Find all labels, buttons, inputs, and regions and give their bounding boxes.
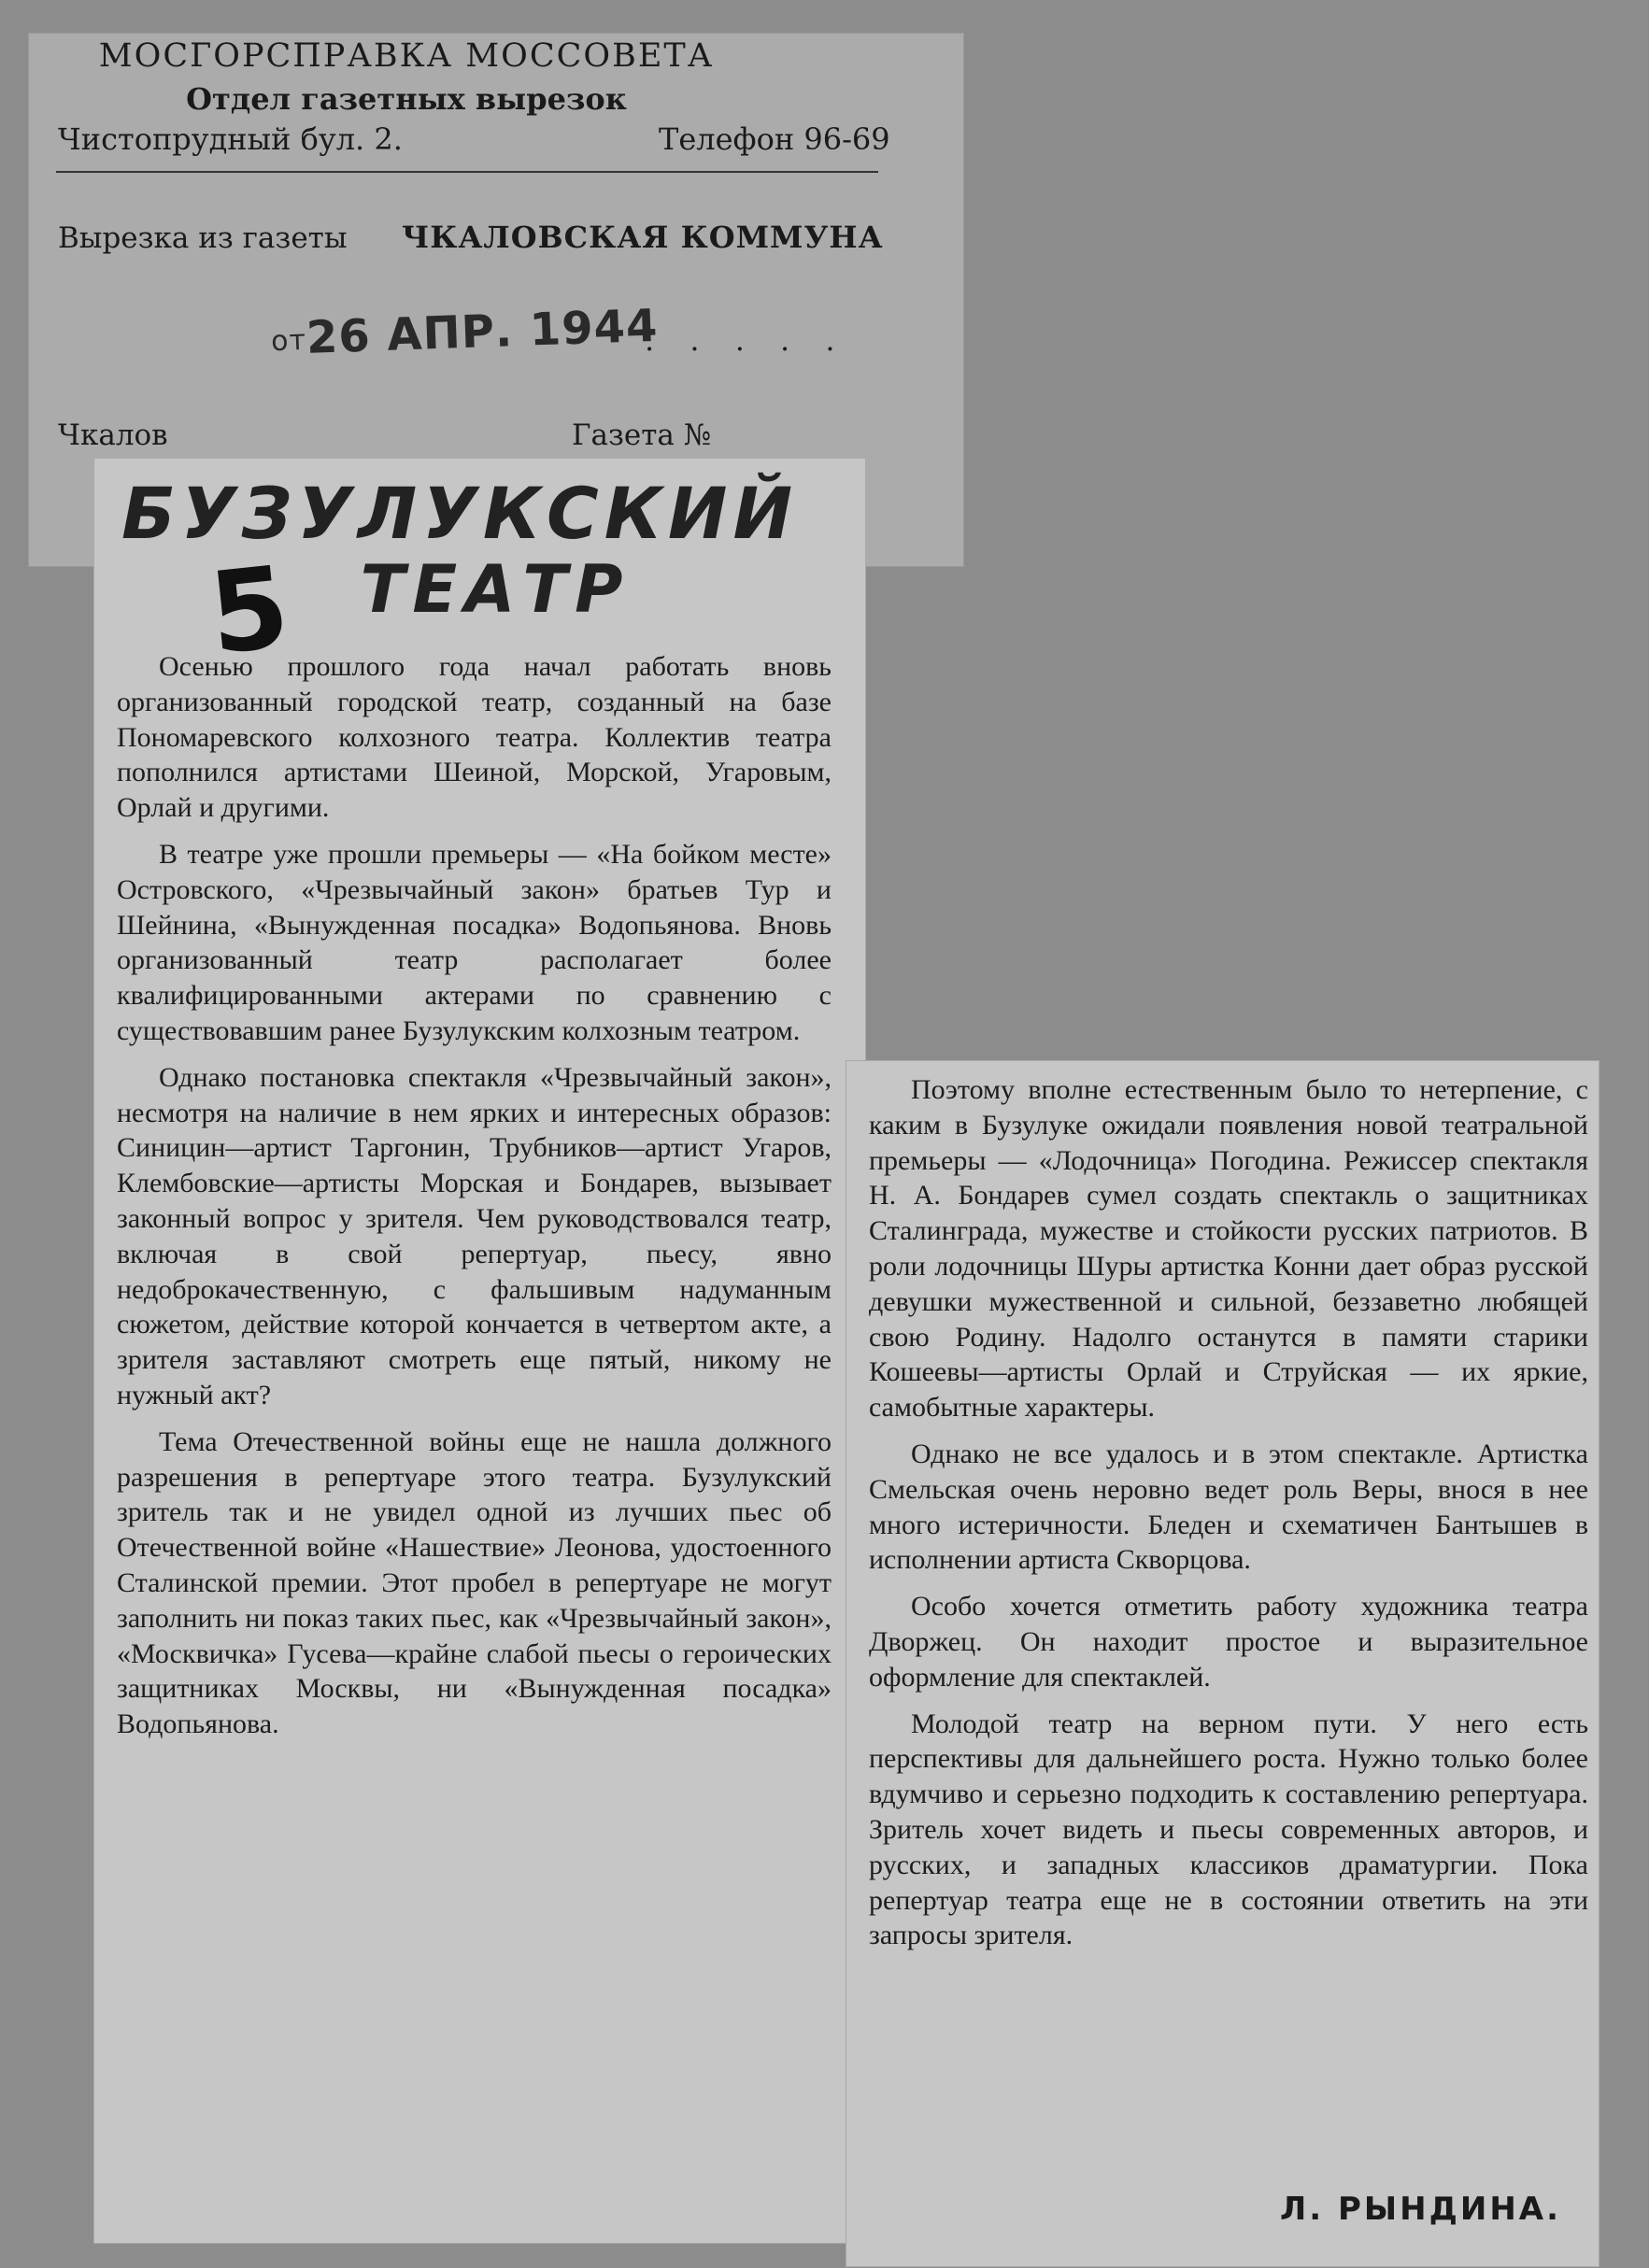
date-stamp-text: 26 АПР. 1944 [305, 299, 660, 364]
city-name: Чкалов [58, 418, 168, 452]
date-prefix: от [270, 323, 307, 359]
paragraph: Поэтому вполне естественным было то нетерпение, с каким в Бузулуке ожидали появления новой театральной премьеры — «Лодочница» Погодина. Режиссер спектакля Н. А. Бондарев сумел создать спектакль о защитниках Сталинграда, мужестве и стойкости русских патриотов. В роли лодочницы Шуры артистка Конни дает образ русской девушки мужественной и сильной, беззаветно любящей свою Родину. Надолго останутся в памяти старики Кошеевы—артисты Орлай и Струйская — их яркие, самобытные характеры. [869, 1074, 1588, 1424]
header-divider [56, 171, 878, 173]
phone-number: Телефон 96-69 [659, 121, 890, 157]
paragraph: В театре уже прошли премьеры — «На бойком месте» Островского, «Чрезвычайный закон» братьев Тур и Шейнина, «Вынужденная посадка» Водопьянова. Вновь организованный театр располагает более квалифицированными актерами по сравнению с существовавшим ранее Бузулукским колхозным театром. [117, 838, 832, 1046]
paragraph: Однако не все удалось и в этом спектакле. Артистка Смельская очень неровно ведет роль Веры, внося в нее много истеричности. Бледен и схематичен Бантышев в исполнении артиста Скворцова. [869, 1438, 1588, 1576]
article-title-line1: БУЗУЛУКСКИЙ [121, 472, 799, 555]
article-column-right [869, 1072, 1588, 1964]
newspaper-name: ЧКАЛОВСКАЯ КОММУНА [402, 220, 884, 255]
handwritten-annotation: 5 [203, 543, 295, 680]
paragraph: Тема Отечественной войны еще не нашла должного разрешения в репертуаре этого театра. Бузулукский зритель так и не увидел одной из лучших пьес об Отечественной войне «Нашествие» Леонова, удостоенного Сталинской премии. Этот пробел в репертуаре не могут заполнить ни показ таких пьес, как «Чрезвычайный закон», «Москвичка» Гусева—крайне слабой пьесы о героических защитниках Москвы, ни «Вынужденная посадка» Водопьянова. [117, 1425, 832, 1740]
paragraph: Осенью прошлого года начал работать вновь организованный городской театр, созданный на базе Пономаревского колхозного театра. Коллектив театра пополнился артистами Шеиной, Морской, Угаровым, Орлай и другими. [117, 651, 832, 824]
article-column-left [117, 649, 832, 1753]
gazette-number-label: Газета № [572, 418, 712, 452]
department-name: Отдел газетных вырезок [186, 81, 627, 117]
agency-name: МОСГОРСПРАВКА МОССОВЕТА [98, 37, 715, 75]
paragraph: Молодой театр на верном пути. У него есть перспективы для дальнейшего роста. Нужно только более вдумчиво и серьезно подходить к составлению репертуара. Зритель хочет видеть и пьесы современных авторов, и русских, и западных классиков драматургии. Пока репертуар театра еще не в состоянии ответить на эти запросы зрителя. [869, 1708, 1588, 1951]
article-title-line2: ТЕАТР [360, 551, 631, 628]
cut-label: Вырезка из газеты [58, 221, 348, 255]
date-dots: . . . . . [645, 322, 848, 358]
paragraph: Однако постановка спектакля «Чрезвычайный закон», несмотря на наличие в нем ярких и интересных образов: Синицин—артист Таргонин, Трубников—артист Угаров, Клембовские—артисты Морская и Бондарев, вызывает законный вопрос у зрителя. Чем руководствовался театр, включая в свой репертуар, пьесу, явно недоброкачественную, с фальшивым надуманным сюжетом, действие которой кончается в четвертом акте, а зрителя заставляют смотреть еще пятый, никому не нужный акт? [117, 1061, 832, 1410]
paragraph: Особо хочется отметить работу художника театра Дворжец. Он находит простое и выразительное оформление для спектаклей. [869, 1591, 1588, 1693]
address: Чистопрудный бул. 2. [58, 121, 403, 157]
author-signature: Л. РЫНДИНА. [1280, 2190, 1562, 2228]
